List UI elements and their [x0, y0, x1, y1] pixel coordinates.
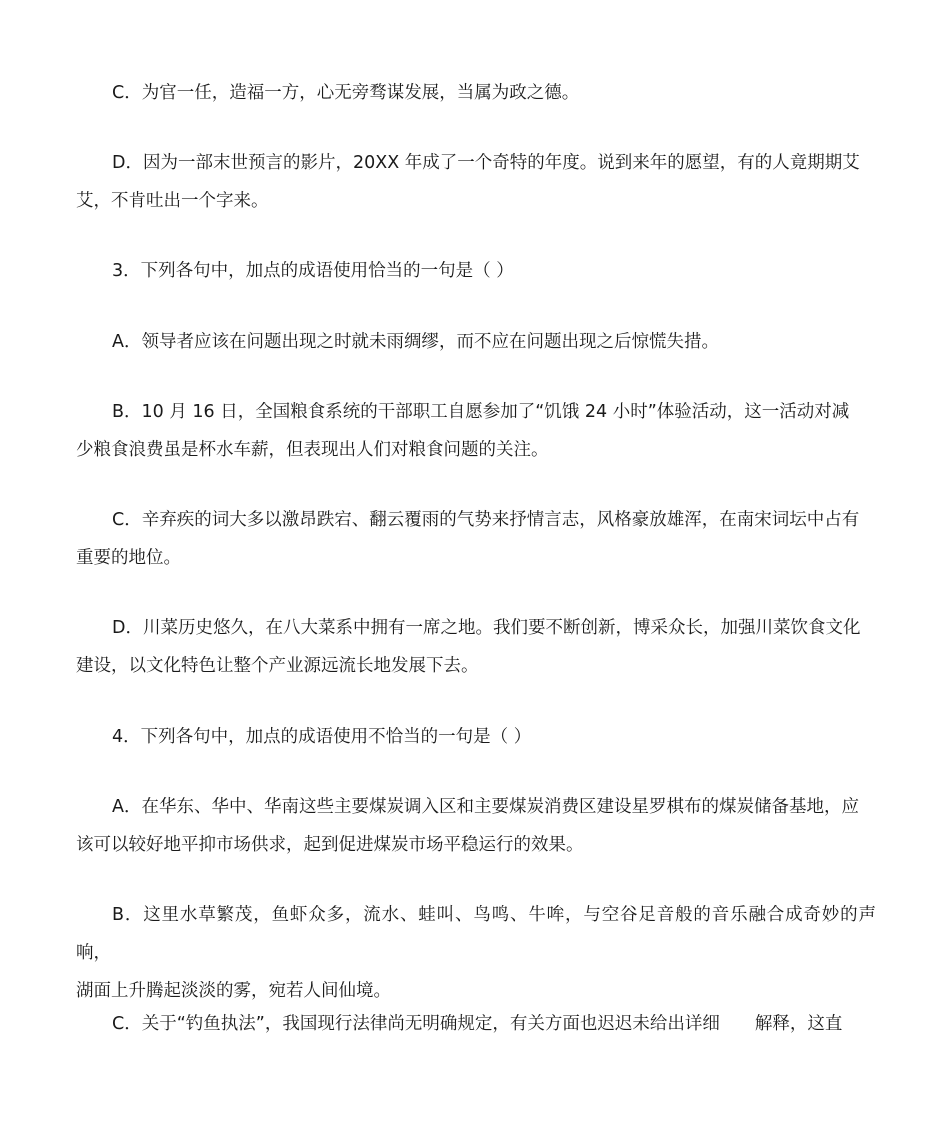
text-line: 建设，以文化特色让整个产业源远流长地发展下去。	[76, 656, 479, 676]
option-c-q2	[76, 74, 876, 112]
text-line: A．领导者应该在问题出现之时就未雨绸缪，而不应在问题出现之后惊慌失措。	[112, 332, 719, 352]
option-d-q2	[76, 144, 876, 220]
option-c-q4	[76, 1005, 876, 1043]
text-line: 少粮食浪费虽是杯水车薪，但表现出人们对粮食问题的关注。	[76, 440, 549, 460]
text-line: 该可以较好地平抑市场供求，起到促进煤炭市场平稳运行的效果。	[76, 835, 584, 855]
text-line: B．这里水草繁茂，鱼虾众多，流水、蛙叫、鸟鸣、牛哞，与空谷足音般的音乐融合成奇妙的声响，	[76, 905, 876, 963]
text-line: A．在华东、华中、华南这些主要煤炭调入区和主要煤炭消费区建设星罗棋布的煤炭储备基地，应	[112, 797, 859, 817]
option-b-q4	[76, 896, 876, 1010]
text-line: 3．下列各句中，加点的成语使用恰当的一句是（ ）	[112, 261, 514, 281]
option-d-q3	[76, 609, 876, 685]
text-line: D．因为一部末世预言的影片，20XX 年成了一个奇特的年度。说到来年的愿望，有的人竟期期艾	[112, 153, 860, 173]
question-4	[76, 718, 876, 756]
text-line: C．为官一任，造福一方，心无旁骛谋发展，当属为政之德。	[112, 83, 580, 103]
text-line: 艾，不肯吐出一个字来。	[76, 191, 269, 211]
question-3	[76, 252, 876, 290]
option-a-q4	[76, 788, 876, 864]
text-line: D．川菜历史悠久，在八大菜系中拥有一席之地。我们要不断创新，博采众长，加强川菜饮食文化	[112, 618, 861, 638]
option-c-q3	[76, 501, 876, 577]
text-line: B．10 月 16 日，全国粮食系统的干部职工自愿参加了“饥饿 24 小时”体验活动，这一活动对减	[112, 402, 850, 422]
text-line: 重要的地位。	[76, 548, 181, 568]
text-line: 湖面上升腾起淡淡的雾，宛若人间仙境。	[76, 981, 391, 1001]
option-b-q3	[76, 393, 876, 469]
option-a-q3	[76, 323, 876, 361]
text-line: C．关于“钓鱼执法”，我国现行法律尚无明确规定，有关方面也迟迟未给出详细 解释，这直	[112, 1014, 843, 1034]
text-line: 4．下列各句中，加点的成语使用不恰当的一句是（ ）	[112, 727, 532, 747]
text-line: C．辛弃疾的词大多以激昂跌宕、翻云覆雨的气势来抒情言志，风格豪放雄浑，在南宋词坛中占有	[112, 510, 860, 530]
